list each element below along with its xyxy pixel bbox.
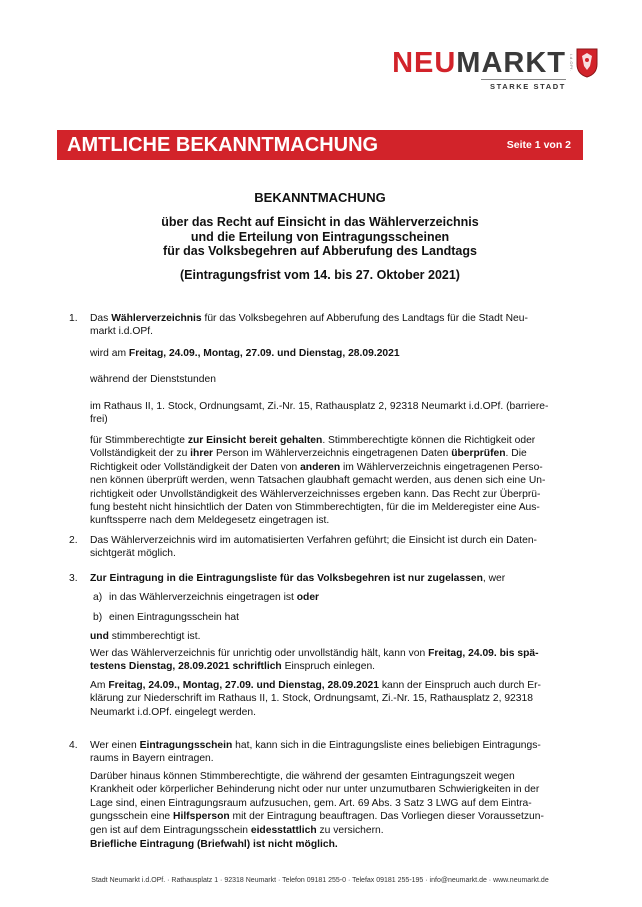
section-4-intro [90, 739, 575, 766]
text-run: Das [90, 313, 112, 324]
section-1-place [90, 400, 575, 427]
text-run: Neumarkt i.d.OPf. eingelegt werden. [90, 706, 256, 718]
text-run: fung besteht nicht hinsichtlich der Daten von Stimmberechtigten, für die im Melderegister eine Aus- [90, 502, 540, 514]
footer-contact: Stadt Neumarkt i.d.OPf. · Rathausplatz 1 · 92318 Neumarkt · Telefon 09181 255-0 · Telefax 09181 255-195 · info@neumarkt.de · www.neumarkt.de [91, 877, 549, 884]
text-run: frei) [90, 414, 108, 426]
text-run: kunftssperre nach dem Meldegesetz eingetragen ist. [90, 515, 330, 527]
item-b-letter: b) [93, 612, 103, 623]
section-3-number: 3. [69, 573, 78, 584]
section-1-dates [90, 347, 575, 360]
text-run: für das Volksbegehren auf Abberufung des Landtags für die Stadt Neu- [201, 313, 528, 324]
text-run: mit der Eintragung beauftragen. Das Vorliegen dieser Voraussetzun- [229, 811, 544, 823]
text-run: richtigkeit oder Unvollständigkeit des Wählerverzeichnisses ergeben kann. Das Recht zur Überprü- [90, 488, 541, 500]
item-b-text: einen Eintragungsschein hat [109, 612, 239, 623]
city-logo [392, 46, 598, 106]
text-run-bold: Freitag, 24.09. bis spä- [428, 648, 539, 659]
text-run: raums in Bayern eintragen. [90, 753, 214, 765]
logo-text-red: NEU [392, 47, 457, 79]
text-run-bold: Wählerverzeichnis [111, 313, 202, 324]
section-4-helper [90, 770, 575, 837]
banner-title: AMTLICHE BEKANNTMACHUNG [67, 134, 379, 156]
text-run: Krankheit oder körperlicher Behinderung nicht oder nur unter unzumutbaren Schwierigkeiten in der [90, 784, 540, 796]
section-2-text [90, 534, 575, 561]
text-run: Einspruch einlegen. [281, 661, 376, 673]
subtitle-line-1: über das Recht auf Einsicht in das Wählerverzeichnis [161, 215, 479, 229]
text-run: , wer [482, 573, 506, 584]
text-run: sichtgerät möglich. [90, 548, 176, 560]
text-run: Darüber hinaus können Stimmberechtigte, die während der gesamten Eintragungszeit wegen [90, 771, 515, 782]
text-run: . Stimmberechtigte können die Richtigkeit oder [322, 435, 536, 446]
text-run: klärung zur Niederschrift im Rathaus II, 1. Stock, Ordnungsamt, Zi.-Nr. 15, Rathausplatz 2, 92318 [90, 693, 533, 705]
text-run: in das Wählerverzeichnis eingetragen ist [109, 592, 297, 603]
text-run: hat, kann sich in die Eintragungsliste eines beliebigen Eintragungs- [232, 740, 541, 751]
text-run-bold: Zur Eintragung in die Eintragungsliste für das Volksbegehren ist nur zugelassen [90, 573, 483, 584]
page-indicator: Seite 1 von 2 [506, 139, 571, 151]
text-run: Wer das Wählerverzeichnis für unrichtig oder unvollständig hält, kann von [90, 648, 429, 659]
text-run: Vollständigkeit der zu [90, 448, 191, 460]
text-run: . Die [505, 448, 527, 460]
text-run-bold: oder [296, 592, 320, 603]
text-run-bold: ihrer [190, 448, 214, 460]
logo-wordmark [392, 46, 566, 80]
text-run: gen ist auf dem Eintragungsschein [90, 824, 251, 836]
text-run-bold: zur Einsicht bereit gehalten [187, 435, 323, 446]
text-run: Lage sind, einen Eintragungsraum aufzusuchen, gem. Art. 69 Abs. 3 Satz 3 LWG auf dem Eintra- [90, 797, 532, 809]
coat-of-arms-icon [576, 48, 598, 78]
text-run: kann der Einspruch auch durch Er- [379, 680, 541, 691]
section-1-number: 1. [69, 313, 78, 324]
text-run-bold: Freitag, 24.09., Montag, 27.09. [128, 348, 275, 359]
text-run: zu versichern. [316, 824, 384, 836]
document-subtitle [57, 215, 583, 259]
text-run-bold: und [90, 631, 109, 642]
text-run-bold: und [274, 348, 299, 359]
text-run-bold: überprüfen [451, 448, 506, 460]
logo-small-text: i.d.OPf. [569, 54, 574, 72]
text-run: im Wählerverzeichnis eingetragenen Perso- [340, 461, 543, 473]
logo-subtitle: STARKE STADT [489, 82, 566, 91]
text-run: im Rathaus II, 1. Stock, Ordnungsamt, Zi.-Nr. 15, Rathausplatz 2, 92318 Neumarkt i.d.OPf. (barriere- [90, 401, 549, 412]
text-run-bold: Hilfsperson [173, 811, 230, 823]
text-run-bold: eidesstattlich [250, 824, 317, 836]
section-3-und [90, 630, 575, 643]
text-run: Das Wählerverzeichnis wird im automatisierten Verfahren geführt; die Einsicht ist durch ein Daten- [90, 535, 537, 546]
subtitle-line-3: für das Volksbegehren auf Abberufung des Landtags [163, 244, 477, 258]
text-run: für Stimmberechtigte [90, 435, 188, 446]
section-3-objection [90, 647, 575, 674]
section-2-number: 2. [69, 535, 78, 546]
announcement-banner [57, 130, 583, 160]
text-run-bold: Dienstag, 28.09.2021 [298, 348, 400, 359]
item-a-text [109, 591, 319, 604]
text-run: nen können überprüft werden, wenn Tatsachen glaubhaft gemacht werden, aus denen sich eine Un- [90, 475, 546, 487]
subtitle-line-2: und die Erteilung von Eintragungsscheinen [190, 229, 450, 244]
text-run-bold: testens Dienstag, 28.09.2021 schriftlich [90, 661, 282, 673]
section-3-verbal-objection [90, 679, 575, 719]
section-3-intro [90, 572, 575, 585]
no-postal-vote-note: Briefliche Eintragung (Briefwahl) ist nicht möglich. [90, 839, 338, 850]
text-run: markt i.d.OPf. [90, 326, 153, 338]
logo-divider [481, 79, 566, 80]
section-1-body [90, 434, 575, 528]
text-run: wird am [90, 348, 129, 359]
item-a-letter: a) [93, 592, 103, 603]
text-run: Richtigkeit oder Vollständigkeit der Daten von [90, 461, 301, 473]
section-1-hours: während der Dienststunden [90, 374, 216, 385]
registration-period: (Eintragungsfrist vom 14. bis 27. Oktober 2021) [180, 268, 460, 282]
text-run-bold: Freitag, 24.09., Montag, 27.09. und Dienstag, 28.09.2021 [108, 680, 379, 691]
text-run: Person im Wählerverzeichnis eingetragenen Daten [213, 448, 452, 460]
document-title: BEKANNTMACHUNG [254, 190, 386, 205]
text-run: stimmberechtigt ist. [108, 631, 201, 642]
section-1-intro [90, 312, 575, 339]
text-run-bold: Eintragungsschein [139, 740, 233, 751]
section-4-number: 4. [69, 740, 78, 751]
logo-text-dark: MARKT [456, 47, 566, 79]
text-run: gungsschein eine [90, 811, 174, 823]
text-run: Am [90, 680, 109, 691]
text-run-bold: anderen [300, 461, 341, 473]
text-run: Wer einen [90, 740, 140, 751]
